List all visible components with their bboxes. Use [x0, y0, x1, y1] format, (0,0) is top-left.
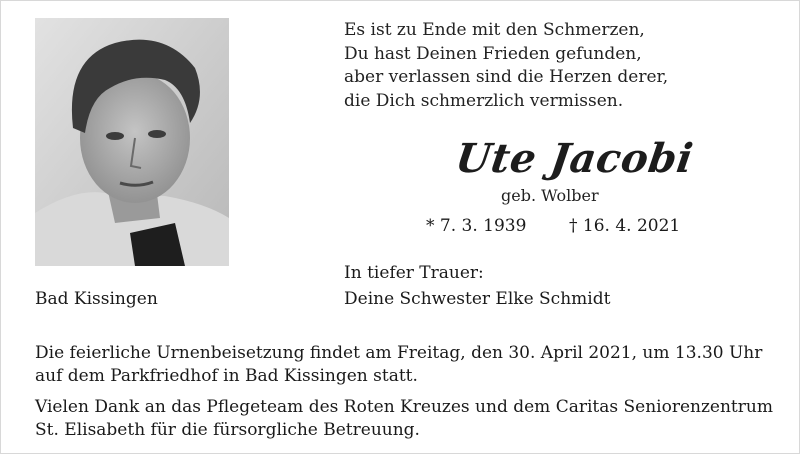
mourners: Deine Schwester Elke Schmidt	[344, 289, 611, 309]
funeral-info-paragraph	[35, 342, 775, 388]
verse-line: aber verlassen sind die Herzen derer,	[344, 67, 669, 87]
paragraph-line: Die feierliche Urnenbeisetzung findet am Freitag, den 30. April 2021, um 13.30 Uhr	[35, 343, 763, 363]
deceased-name: Ute Jacobi	[452, 135, 697, 182]
paragraph-line: auf dem Parkfriedhof in Bad Kissingen statt.	[35, 366, 418, 386]
paragraph-line: St. Elisabeth für die fürsorgliche Betreuung.	[35, 420, 420, 440]
birth-date: * 7. 3. 1939	[426, 216, 527, 236]
portrait-photo	[35, 18, 229, 266]
maiden-name: geb. Wolber	[501, 186, 599, 205]
paragraph-line: Vielen Dank an das Pflegeteam des Roten Kreuzes und dem Caritas Seniorenzentrum	[35, 397, 773, 417]
verse-line: Du hast Deinen Frieden gefunden,	[344, 43, 642, 64]
death-date: † 16. 4. 2021	[569, 216, 681, 236]
city: Bad Kissingen	[35, 289, 158, 309]
mourning-label: In tiefer Trauer:	[344, 263, 484, 283]
portrait-image	[35, 18, 229, 266]
verse-line: die Dich schmerzlich vermissen.	[344, 90, 624, 111]
verse-line: Es ist zu Ende mit den Schmerzen,	[344, 20, 645, 40]
thanks-paragraph	[35, 396, 775, 442]
memorial-verse	[344, 19, 668, 113]
